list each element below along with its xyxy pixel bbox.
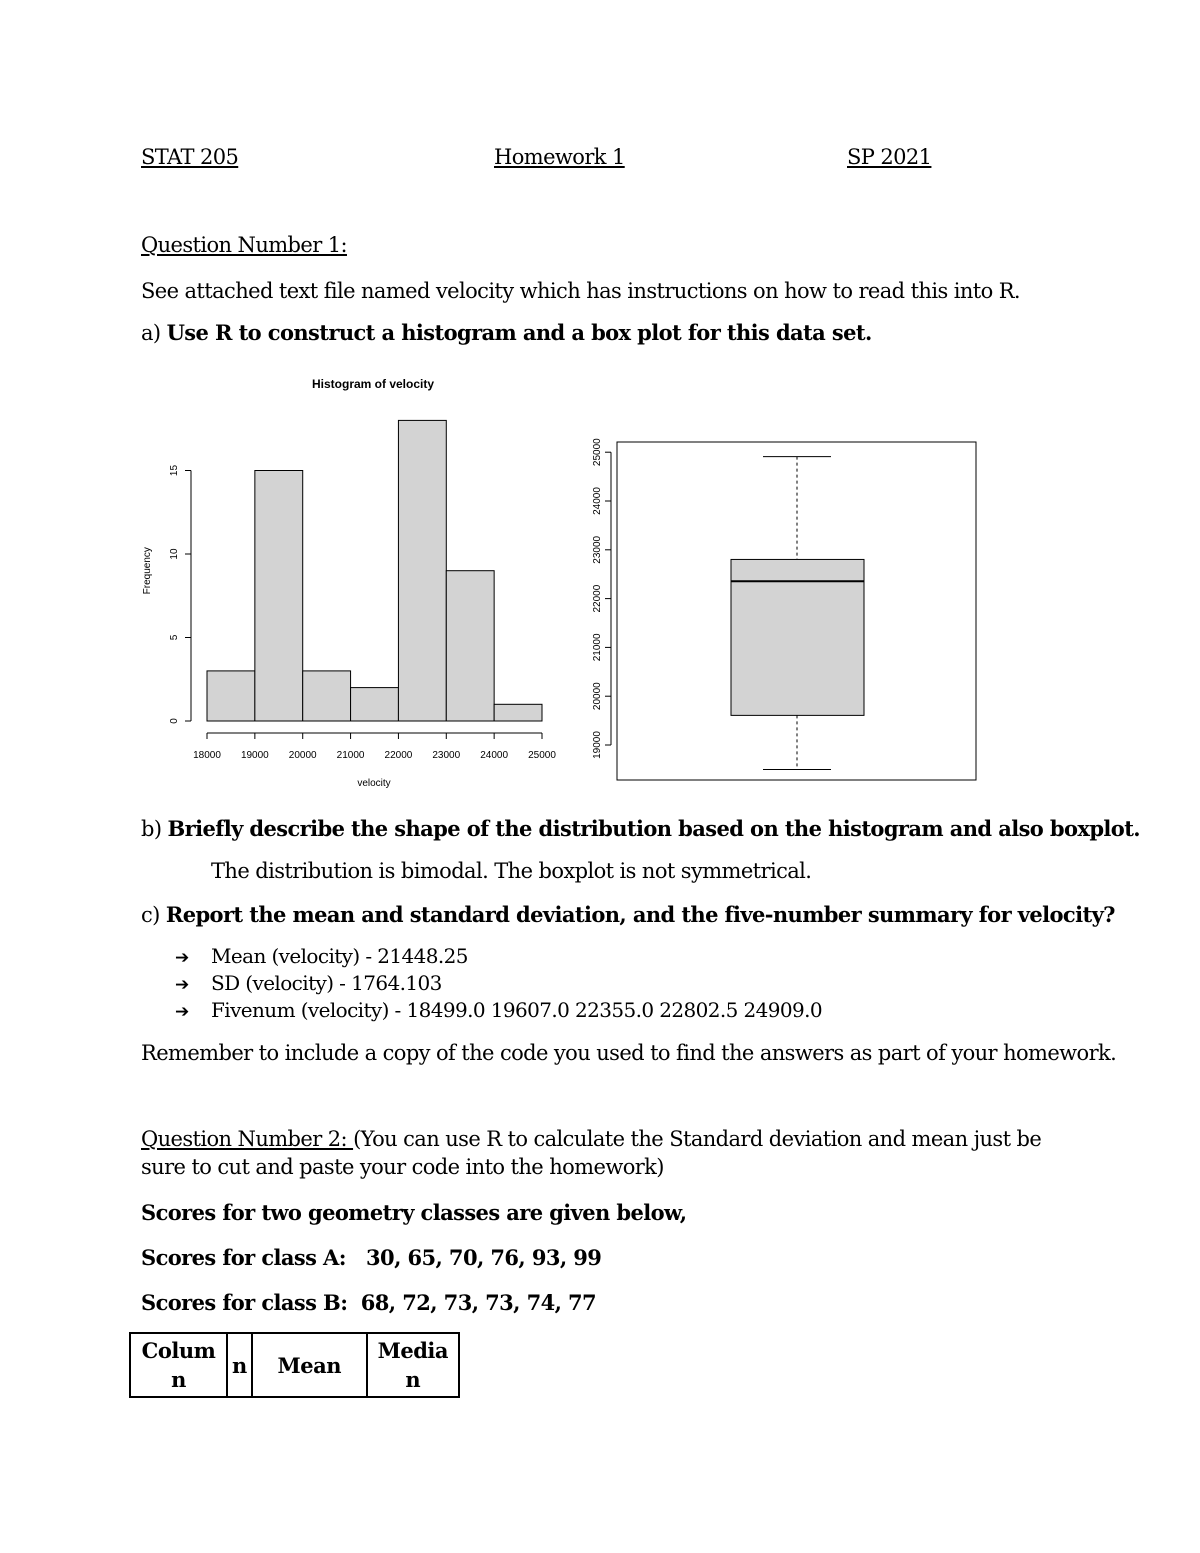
q1-part-b-answer: The distribution is bimodal. The boxplot is not symmetrical.	[211, 859, 812, 883]
table-header-mean: Mean	[252, 1333, 367, 1397]
arrow-icon: ➔	[175, 948, 189, 968]
q1-reminder: Remember to include a copy of the code you used to find the answers as part of your homework.	[141, 1041, 1117, 1065]
q1-part-b-text: Briefly describe the shape of the distribution based on the histogram and also boxplot.	[167, 816, 1141, 841]
term: SP 2021	[847, 145, 932, 169]
histogram-x-tick-label: 18000	[193, 750, 221, 761]
bullet-mean-text: Mean (velocity) - 21448.25	[211, 944, 468, 968]
arrow-icon: ➔	[175, 975, 189, 995]
histogram-y-tick-label: 15	[169, 464, 180, 477]
boxplot-y-tick-label: 22000	[592, 584, 603, 613]
histogram-y-tick-label: 5	[169, 634, 180, 641]
boxplot-y-tick-label: 25000	[592, 438, 603, 467]
histogram-x-tick-label: 25000	[528, 750, 556, 761]
histogram-xlabel: velocity	[357, 778, 391, 789]
q1-part-a-text: Use R to construct a histogram and a box plot for this data set.	[166, 320, 872, 345]
histogram-y-tick-label: 10	[169, 548, 180, 560]
histogram-bar	[255, 471, 303, 722]
q2-class-a: Scores for class A: 30, 65, 70, 76, 93, 99	[141, 1245, 602, 1270]
histogram-bar	[398, 420, 446, 721]
q2-class-b: Scores for class B: 68, 72, 73, 73, 74, 77	[141, 1290, 597, 1315]
stats-table	[129, 1332, 460, 1398]
histogram-x-tick-label: 23000	[432, 750, 461, 761]
q1-part-b	[141, 815, 1140, 843]
boxplot-y-tick-label: 23000	[592, 535, 603, 564]
q1-part-c	[141, 901, 1115, 929]
histogram-x-tick-label: 20000	[288, 750, 317, 761]
histogram-bar	[351, 688, 399, 721]
boxplot-y-tick-label: 20000	[592, 682, 603, 711]
bullet-mean	[175, 943, 468, 972]
q2-intro-block	[141, 1125, 1061, 1181]
table-header-median: Media n	[367, 1333, 459, 1397]
table-header-column: Colum n	[130, 1333, 227, 1397]
histogram-bar	[303, 671, 351, 721]
boxplot-y-tick-label: 19000	[592, 731, 603, 759]
course-code: STAT 205	[141, 145, 239, 169]
arrow-icon: ➔	[175, 1002, 189, 1022]
q2-intro: (You can use R to calculate the Standard deviation and mean just be sure to cut and paste your code into the homework)	[141, 1127, 1042, 1179]
table-header-n: n	[227, 1333, 252, 1397]
histogram-bar	[494, 704, 542, 721]
histogram-x-tick-label: 19000	[240, 750, 269, 761]
bullet-sd-text: SD (velocity) - 1764.103	[211, 971, 442, 995]
histogram-y-tick-label: 0	[169, 718, 180, 724]
bullet-fivenum	[175, 997, 822, 1026]
q1-part-c-label: c)	[141, 903, 166, 927]
boxplot-chart	[585, 425, 985, 790]
q1-title: Question Number 1:	[141, 233, 347, 257]
histogram-x-tick-label: 24000	[480, 750, 509, 761]
histogram-title: Histogram of velocity	[311, 377, 435, 391]
histogram-x-tick-label: 22000	[384, 750, 413, 761]
boxplot-y-tick-label: 24000	[592, 487, 603, 515]
q1-part-b-label: b)	[141, 817, 168, 841]
histogram-ylabel: Frequency	[142, 547, 153, 595]
bullet-sd	[175, 970, 442, 999]
table-header-row	[130, 1333, 459, 1397]
histogram-bar	[207, 671, 255, 721]
histogram-bar	[446, 571, 494, 721]
q1-part-a-label: a)	[141, 321, 167, 345]
histogram-x-tick-label: 21000	[336, 750, 365, 761]
boxplot-box	[731, 559, 864, 715]
q2-title: Question Number 2:	[141, 1127, 354, 1151]
q1-part-a	[141, 319, 872, 347]
assignment-title: Homework 1	[494, 145, 625, 169]
q1-part-c-text: Report the mean and standard deviation, and the five-number summary for velocity?	[165, 902, 1115, 927]
boxplot-y-tick-label: 21000	[592, 633, 603, 662]
q1-intro: See attached text file named velocity which has instructions on how to read this into R.	[141, 279, 1020, 303]
q2-scores-intro: Scores for two geometry classes are given below,	[141, 1200, 687, 1225]
bullet-fivenum-text: Fivenum (velocity) - 18499.0 19607.0 22355.0 22802.5 24909.0	[211, 998, 823, 1022]
histogram-chart	[130, 368, 570, 798]
